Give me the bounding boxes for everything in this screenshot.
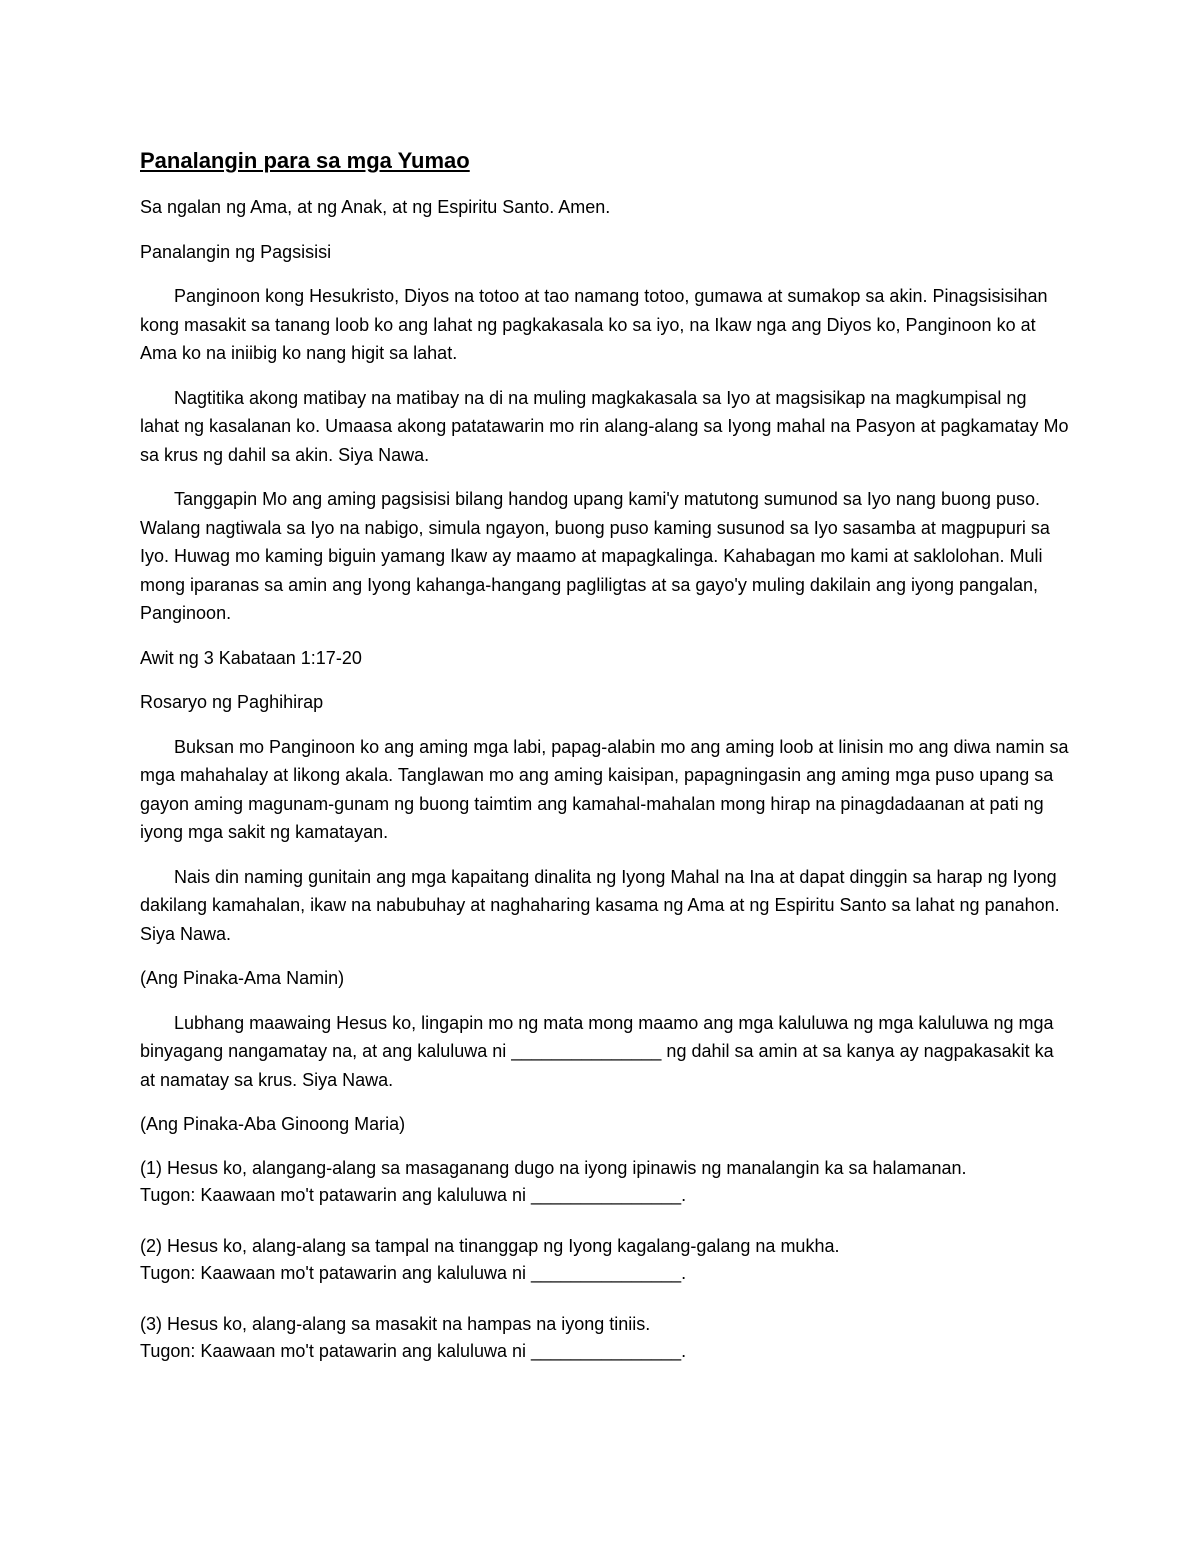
aba-ginoong-maria-label: (Ang Pinaka-Aba Ginoong Maria) [140,1114,406,1134]
ama-namin-label: (Ang Pinaka-Ama Namin) [140,968,345,988]
mystery-3-response: Tugon: Kaawaan mo't patawarin ang kaluluwa ni _______________. [140,1340,687,1361]
awit-reference: Awit ng 3 Kabataan 1:17-20 [140,647,362,668]
document-body [140,146,1070,1389]
document-title: Panalangin para sa mga Yumao [140,148,470,173]
mystery-3 [140,1311,1070,1365]
mystery-1-line: (1) Hesus ko, alangang-alang sa masaganang dugo na iyong ipinawis ng manalangin ka sa halamanan. [140,1157,967,1178]
mystery-2 [140,1233,1070,1287]
mystery-1-response: Tugon: Kaawaan mo't patawarin ang kaluluwa ni _______________. [140,1184,687,1205]
mystery-2-line: (2) Hesus ko, alang-alang sa tampal na tinanggap ng Iyong kagalang-galang na mukha. [140,1235,840,1256]
sign-of-cross: Sa ngalan ng Ama, at ng Anak, at ng Espiritu Santo. Amen. [140,197,611,217]
mystery-2-response: Tugon: Kaawaan mo't patawarin ang kaluluwa ni _______________. [140,1262,687,1283]
paragraph-3: Tanggapin Mo ang aming pagsisisi bilang handog upang kami'y matutong sumunod sa Iyo nang buong puso. Walang nagtiwala sa Iyo na nabigo, simula ngayon, buong puso kaming susunod sa Iyo sasamba at magpupuri sa Iyo. Huwag mo kaming biguin yamang Ikaw ay maamo at mapagkalinga. Kahabagan mo kami at saklolohan. Muli mong iparanas sa amin ang Iyong kahanga-hangang pagliligtas at sa gayo'y muling dakilain ang iyong pangalan, Panginoon. [140,489,1050,623]
mystery-3-line: (3) Hesus ko, alang-alang sa masakit na hampas na iyong tiniis. [140,1313,651,1334]
paragraph-1: Panginoon kong Hesukristo, Diyos na totoo at tao namang totoo, gumawa at sumakop sa akin. Pinagsisisihan kong masakit sa tanang loob ko ang lahat ng pagkakasala ko sa iyo, na Ikaw nga ang Diyos ko, Panginoon ko at Ama ko na iniibig ko nang higit sa lahat. [140,286,1048,363]
paragraph-6: Lubhang maawaing Hesus ko, lingapin mo ng mata mong maamo ang mga kaluluwa ng mga kaluluwa ng mga binyagang nangamatay na, at ang kaluluwa ni _______________ ng dahil sa amin at sa kanya ay nagpakasakit ka at namatay sa krus. Siya Nawa. [140,1012,1054,1090]
mystery-1 [140,1155,1070,1209]
paragraph-2: Nagtitika akong matibay na matibay na di na muling magkakasala sa Iyo at magsisikap na magkumpisal ng lahat ng kasalanan ko. Umaasa akong patatawarin mo rin alang-alang sa Iyong mahal na Pasyon at pagkamatay Mo sa krus ng dahil sa akin. Siya Nawa. [140,387,1069,465]
paragraph-5: Nais din naming gunitain ang mga kapaitang dinalita ng Iyong Mahal na Ina at dapat dinggin sa harap ng Iyong dakilang kamahalan, ikaw na nabubuhay at naghaharing kasama ng Ama at ng Espiritu Santo sa lahat ng panahon. Siya Nawa. [140,866,1060,944]
heading-rosaryo: Rosaryo ng Paghihirap [140,692,324,712]
paragraph-4: Buksan mo Panginoon ko ang aming mga labi, papag-alabin mo ang aming loob at linisin mo ang diwa namin sa mga mahahalay at likong akala. Tanglawan mo ang aming kaisipan, papagningasin ang aming mga puso upang sa gayon aming magunam-gunam ng buong taimtim ang kamahal-mahalan mong hirap na pinagdadaanan at pati ng iyong mga sakit ng kamatayan. [140,736,1069,842]
heading-pagsisisi: Panalangin ng Pagsisisi [140,241,332,262]
